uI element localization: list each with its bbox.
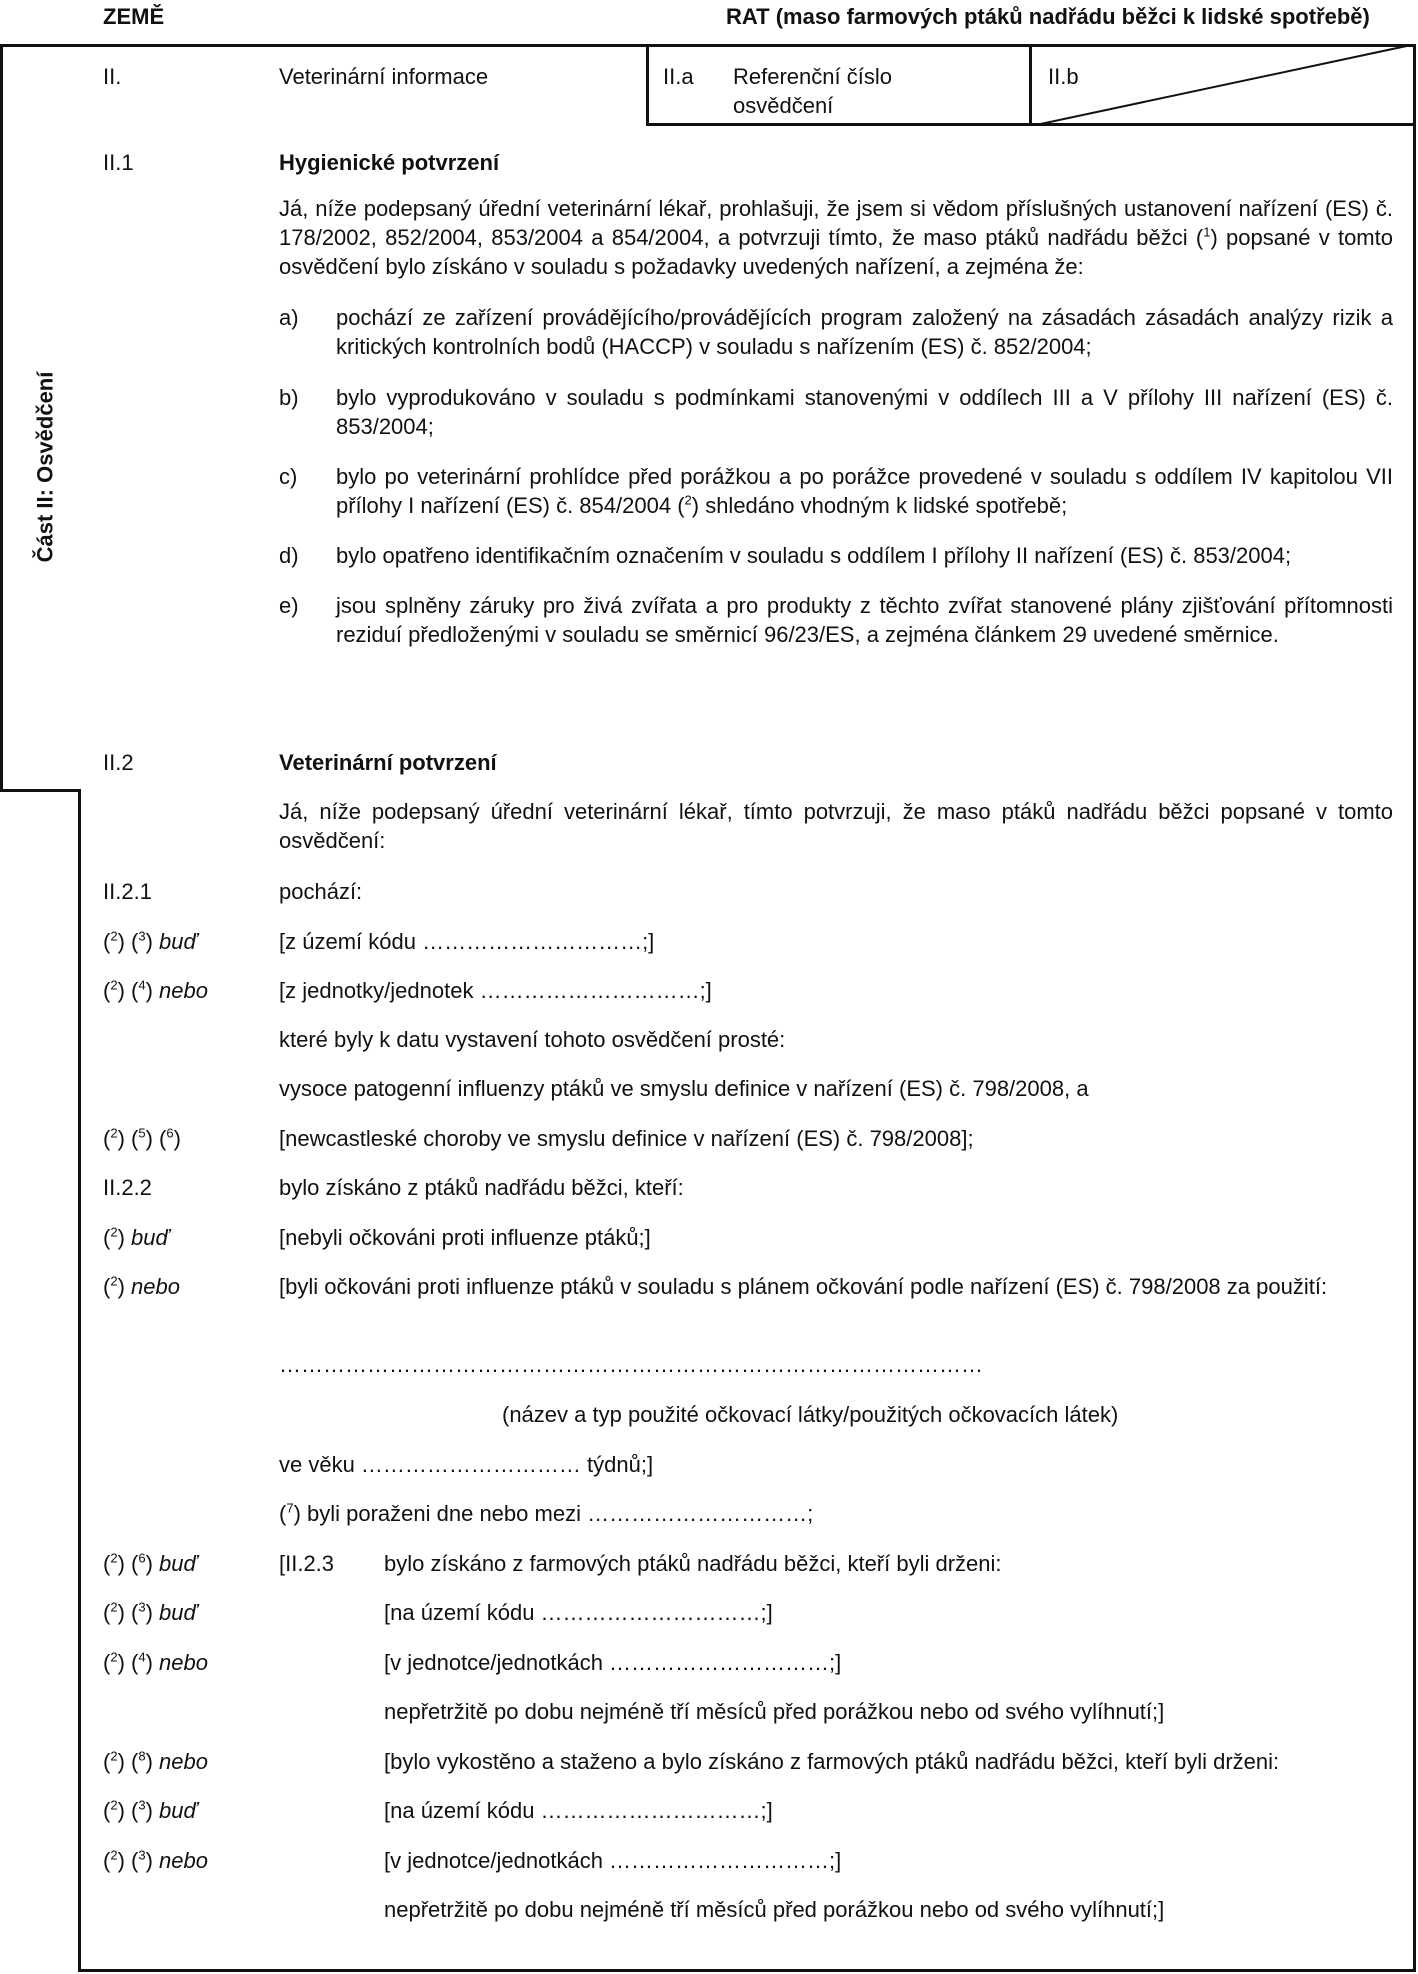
s1-item-e-label: e): [279, 593, 299, 618]
ref-number-label: II.a: [663, 64, 694, 89]
age-text: ve věku ………………………… týdnů;]: [279, 1452, 654, 1477]
ref-label-line1: Referenční číslo: [733, 64, 892, 89]
s22-number: II.2.2: [103, 1175, 152, 1200]
r6-text: ($^7$) byli poraženi dne nebo mezi …………………………;: [279, 1500, 814, 1526]
r8-text: [na území kódu …………………………;]: [384, 1600, 773, 1625]
hpai-text: vysoce patogenní influenzy ptáků ve smyslu definice v nařízení (ES) č. 798/2008, a: [279, 1076, 1089, 1101]
s2-number: II.2: [103, 750, 134, 775]
r2-text: [z jednotky/jednotek …………………………;]: [279, 978, 712, 1003]
s22-text: bylo získáno z ptáků nadřádu běžci, kteří:: [279, 1175, 684, 1200]
diagonal-line: [1031, 44, 1416, 126]
r9-text: [v jednotce/jednotkách …………………………;]: [384, 1650, 842, 1675]
sidebar-label: Část II: Osvědčení: [32, 371, 58, 563]
r4-notes: ($^2$) buď: [103, 1224, 170, 1250]
s1-item-d-label: d): [279, 543, 299, 568]
r13-notes: ($^2$) ($^3$) nebo: [103, 1847, 208, 1873]
r5-notes: ($^2$) nebo: [103, 1273, 180, 1299]
r4-text: [nebyli očkováni proti influenze ptáků;]: [279, 1225, 651, 1250]
r11-notes: ($^2$) ($^8$) nebo: [103, 1748, 208, 1774]
s1-title: Hygienické potvrzení: [279, 150, 500, 175]
r3-notes: ($^2$) ($^5$) ($^6$): [103, 1125, 181, 1151]
s1-item-c: bylo po veterinární prohlídce před porážkou a po porážce provedené v souladu s oddílem IV kapitolou VII přílohy I nařízení (ES) č. 854/2004 ($^2$) shledáno vhodným k lidské spotřebě;: [336, 464, 1393, 518]
s1-item-b: bylo vyprodukováno v souladu s podmínkami stanovenými v oddílech III a V přílohy III nařízení (ES) č. 853/2004;: [336, 385, 1393, 439]
s1-item-a: pochází ze zařízení provádějícího/provádějících program založený na zásadách zásadách analýzy rizik a kritických kontrolních bodů (HACCP) v souladu s nařízením (ES) č. 852/2004;: [336, 305, 1393, 359]
s1-item-c-label: c): [279, 464, 298, 489]
s2-title: Veterinární potvrzení: [279, 750, 497, 775]
r11-text: [bylo vykostěno a staženo a bylo získáno z farmových ptáků nadřádu běžci, kteří byli drženi:: [384, 1749, 1280, 1774]
r10-text: nepřetržitě po dobu nejméně tří měsíců před porážkou nebo od svého vylíhnutí;]: [384, 1699, 1165, 1724]
r1-notes: ($^2$) ($^3$) buď: [103, 928, 198, 954]
s21-text: pochází:: [279, 879, 363, 904]
vaccine-dots: ……………………………………………………………………………………: [279, 1352, 983, 1377]
s23-number: [II.2.3: [279, 1551, 335, 1576]
r14-text: nepřetržitě po dobu nejméně tří měsíců před porážkou nebo od svého vylíhnutí;]: [384, 1897, 1165, 1922]
r12-notes: ($^2$) ($^3$) buď: [103, 1797, 198, 1823]
sidebar: [0, 44, 81, 792]
s1-number: II.1: [103, 150, 134, 175]
section-number: II.: [103, 64, 122, 89]
r9-notes: ($^2$) ($^4$) nebo: [103, 1649, 208, 1675]
r7-notes: ($^2$) ($^6$) buď: [103, 1550, 198, 1576]
s1-item-e: jsou splněny záruky pro živá zvířata a pro produkty z těchto zvířat stanovené plány zjišťování přítomnosti reziduí předloženými v souladu se směrnicí 96/23/ES, a zejména článkem 29 uvedené směrnice.: [336, 593, 1393, 647]
box-IIb-label: II.b: [1048, 64, 1079, 89]
ref-label-line2: osvědčení: [733, 93, 834, 118]
s1-item-d: bylo opatřeno identifikačním označením v souladu s oddílem I přílohy II nařízení (ES) č. 853/2004;: [336, 543, 1292, 568]
s1-item-b-label: b): [279, 385, 299, 410]
certificate-title: RAT (maso farmových ptáků nadřádu běžci k lidské spotřebě): [726, 4, 1370, 29]
r3-text: [newcastleské choroby ve smyslu definice v nařízení (ES) č. 798/2008];: [279, 1126, 974, 1151]
vaccine-caption: (název a typ použité očkovací látky/použitých očkovacích látek): [502, 1402, 1119, 1427]
r5-text: [byli očkováni proti influenze ptáků v souladu s plánem očkování podle nařízení (ES) č. 798/2008 za použití:: [279, 1274, 1328, 1299]
s21-number: II.2.1: [103, 879, 152, 904]
r13-text: [v jednotce/jednotkách …………………………;]: [384, 1848, 842, 1873]
s1-item-a-label: a): [279, 305, 299, 330]
s2-intro: Já, níže podepsaný úřední veterinární lékař, tímto potvrzuji, že maso ptáků nadřádu běžci popsané v tomto osvědčení:: [279, 799, 1393, 853]
r2-notes: ($^2$) ($^4$) nebo: [103, 977, 208, 1003]
r7-text: bylo získáno z farmových ptáků nadřádu běžci, kteří byli drženi:: [384, 1551, 1002, 1576]
section-label: Veterinární informace: [279, 64, 489, 89]
free-text: které byly k datu vystavení tohoto osvědčení prosté:: [279, 1027, 786, 1052]
r8-notes: ($^2$) ($^3$) buď: [103, 1599, 198, 1625]
r1-text: [z území kódu …………………………;]: [279, 929, 655, 954]
s1-intro: Já, níže podepsaný úřední veterinární lékař, prohlašuji, že jsem si vědom příslušných ustanovení nařízení (ES) č. 178/2002, 852/2004, 853/2004 a 854/2004, a potvrzuji tímto, že maso ptáků nadřádu běžci ($^1$) popsané v tomto osvědčení bylo získáno v souladu s požadavky uvedených nařízení, a zejména že:: [279, 196, 1393, 279]
country-label: ZEMĚ: [103, 4, 165, 29]
r12-text: [na území kódu …………………………;]: [384, 1798, 773, 1823]
